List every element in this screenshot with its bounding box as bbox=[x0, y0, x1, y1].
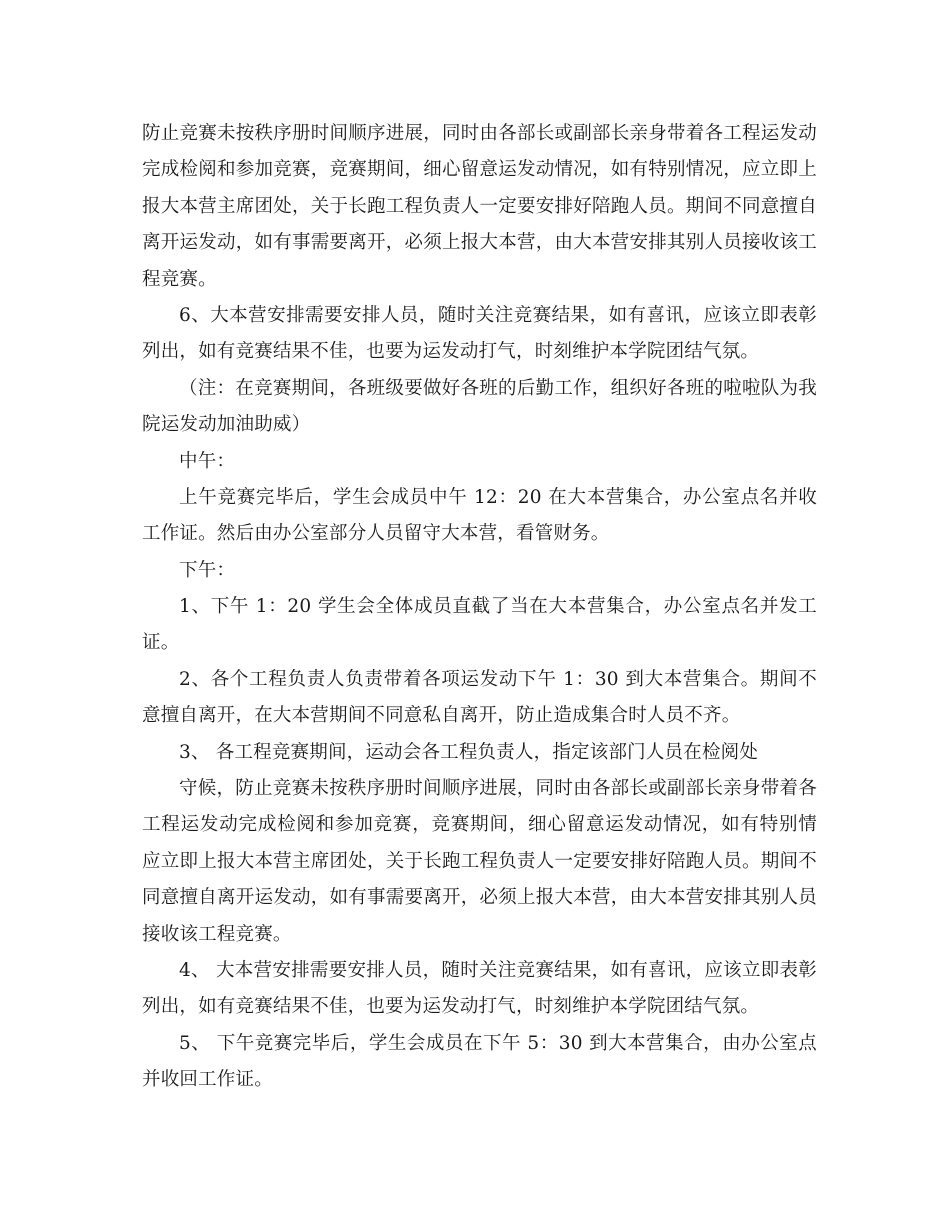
document-body bbox=[142, 116, 817, 1099]
section-heading-noon: 中午： bbox=[179, 450, 236, 472]
body-line: （注：在竞赛期间，各班级要做好各班的后勤工作，组织好各班的啦啦队为我 bbox=[179, 377, 817, 399]
body-line: 3、 各工程竞赛期间，运动会各工程负责人，指定该部门人员在检阅处 bbox=[179, 741, 759, 763]
body-line: 2、各个工程负责人负责带着各项运发动下午 1：30 到大本营集合。期间不 bbox=[179, 668, 817, 690]
body-line: 并收回工作证。 bbox=[142, 1069, 273, 1091]
body-line: 应立即上报大本营主席团处，关于长跑工程负责人一定要安排好陪跑人员。期间不 bbox=[142, 850, 817, 872]
body-line: 同意擅自离开运发动，如有事需要离开，必须上报大本营，由大本营安排其别人员 bbox=[142, 887, 817, 909]
body-line: 完成检阅和参加竞赛，竞赛期间，细心留意运发动情况，如有特别情况，应立即上 bbox=[142, 159, 817, 181]
body-line: 离开运发动，如有事需要离开，必须上报大本营，由大本营安排其别人员接收该工 bbox=[142, 232, 817, 254]
section-heading-afternoon: 下午： bbox=[179, 559, 236, 581]
body-line: 工作证。然后由办公室部分人员留守大本营，看管财务。 bbox=[142, 523, 610, 545]
body-line: 列出，如有竞赛结果不佳，也要为运发动打气，时刻维护本学院团结气氛。 bbox=[142, 341, 760, 363]
body-line: 院运发动加油助威） bbox=[142, 414, 311, 436]
body-line: 报大本营主席团处，关于长跑工程负责人一定要安排好陪跑人员。期间不同意擅自 bbox=[142, 195, 817, 217]
body-line: 意擅自离开，在大本营期间不同意私自离开，防止造成集合时人员不齐。 bbox=[142, 705, 741, 727]
body-line: 上午竞赛完毕后，学生会成员中午 12：20 在大本营集合，办公室点名并收 bbox=[179, 486, 817, 508]
body-line: 证。 bbox=[142, 632, 180, 654]
body-line: 守候，防止竞赛未按秩序册时间顺序进展，同时由各部长或副部长亲身带着各 bbox=[179, 778, 817, 800]
body-line: 4、 大本营安排需要安排人员，随时关注竞赛结果，如有喜讯，应该立即表彰 bbox=[179, 959, 817, 981]
body-line: 5、 下午竞赛完毕后，学生会成员在下午 5：30 到大本营集合，由办公室点 bbox=[179, 1032, 817, 1054]
body-line: 1、下午 1：20 学生会全体成员直截了当在大本营集合，办公室点名并发工 bbox=[179, 596, 817, 618]
body-line: 列出，如有竞赛结果不佳，也要为运发动打气，时刻维护本学院团结气氛。 bbox=[142, 996, 760, 1018]
body-line: 防止竞赛未按秩序册时间顺序进展，同时由各部长或副部长亲身带着各工程运发动 bbox=[142, 123, 817, 144]
body-line: 工程运发动完成检阅和参加竞赛，竞赛期间，细心留意运发动情况，如有特别情 bbox=[142, 814, 817, 836]
body-line: 6、大本营安排需要安排人员，随时关注竞赛结果，如有喜讯，应该立即表彰 bbox=[179, 304, 817, 326]
body-line: 接收该工程竞赛。 bbox=[142, 923, 292, 945]
body-line: 程竞赛。 bbox=[142, 268, 217, 290]
